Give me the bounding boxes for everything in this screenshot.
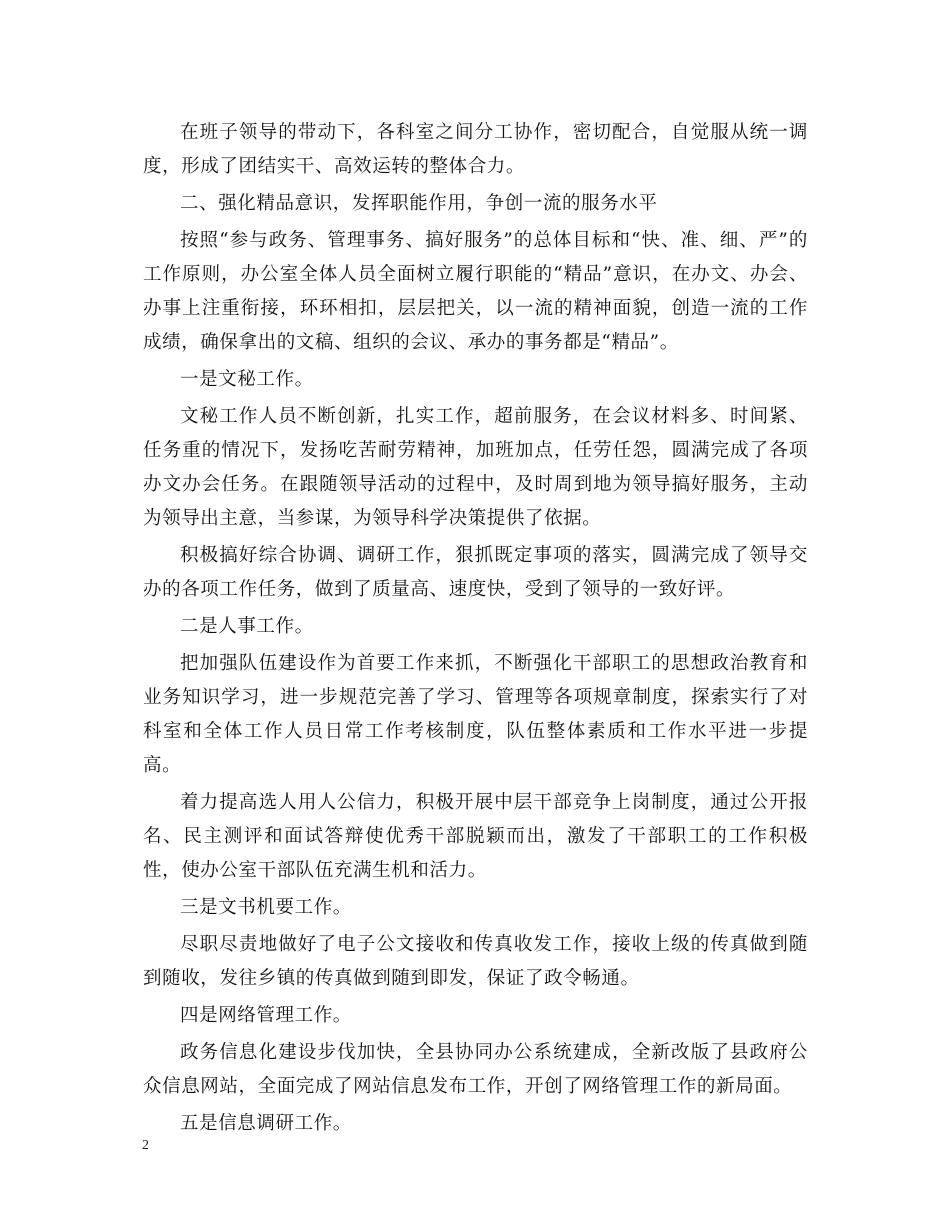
- paragraph: 在班子领导的带动下，各科室之间分工协作，密切配合，自觉服从统一调度，形成了团结实干、高效运转的整体合力。: [143, 122, 808, 177]
- subsection-heading: 二是人事工作。: [180, 616, 314, 637]
- subsection-heading: 五是信息调研工作。: [180, 1113, 352, 1134]
- paragraph: 政务信息化建设步伐加快，全县协同办公系统建成，全新改版了县政府公众信息网站，全面完成了网站信息发布工作，开创了网络管理工作的新局面。: [143, 1042, 808, 1097]
- subsection-heading: 四是网络管理工作。: [180, 1005, 352, 1026]
- paragraph: 尽职尽责地做好了电子公文接收和传真收发工作，接收上级的传真做到随到随收，发往乡镇的传真做到随到即发，保证了政令畅通。: [143, 934, 808, 989]
- paragraph: 积极搞好综合协调、调研工作，狠抓既定事项的落实，圆满完成了领导交办的各项工作任务，做到了质量高、速度快，受到了领导的一致好评。: [143, 545, 808, 600]
- subsection-heading: 一是文秘工作。: [180, 369, 314, 390]
- paragraph: 着力提高选人用人公信力，积极开展中层干部竞争上岗制度，通过公开报名、民主测评和面试答辩使优秀干部脱颖而出，激发了干部职工的工作积极性，使办公室干部队伍充满生机和活力。: [143, 792, 808, 881]
- page-number: 2: [142, 1138, 149, 1153]
- paragraph: 文秘工作人员不断创新，扎实工作，超前服务，在会议材料多、时间紧、任务重的情况下，发扬吃苦耐劳精神，加班加点，任劳任怨，圆满完成了各项办文办会任务。在跟随领导活动的过程中，及时周到地为领导搞好服务，主动为领导出主意，当参谋，为领导科学决策提供了依据。: [143, 406, 808, 529]
- paragraph: 把加强队伍建设作为首要工作来抓，不断强化干部职工的思想政治教育和业务知识学习，进一步规范完善了学习、管理等各项规章制度，探索实行了对科室和全体工作人员日常工作考核制度，队伍整体素质和工作水平进一步提高。: [143, 653, 808, 776]
- document-body: [143, 116, 808, 1144]
- subsection-heading: 三是文书机要工作。: [180, 897, 352, 918]
- paragraph: 按照“参与政务、管理事务、搞好服务”的总体目标和“快、准、细、严”的工作原则，办公室全体人员全面树立履行职能的“精品”意识，在办文、办会、办事上注重衔接，环环相扣，层层把关，以一流的精神面貌，创造一流的工作成绩，确保拿出的文稿、组织的会议、承办的事务都是“精品”。: [143, 230, 808, 353]
- section-heading: 二、强化精品意识，发挥职能作用，争创一流的服务水平: [180, 193, 658, 214]
